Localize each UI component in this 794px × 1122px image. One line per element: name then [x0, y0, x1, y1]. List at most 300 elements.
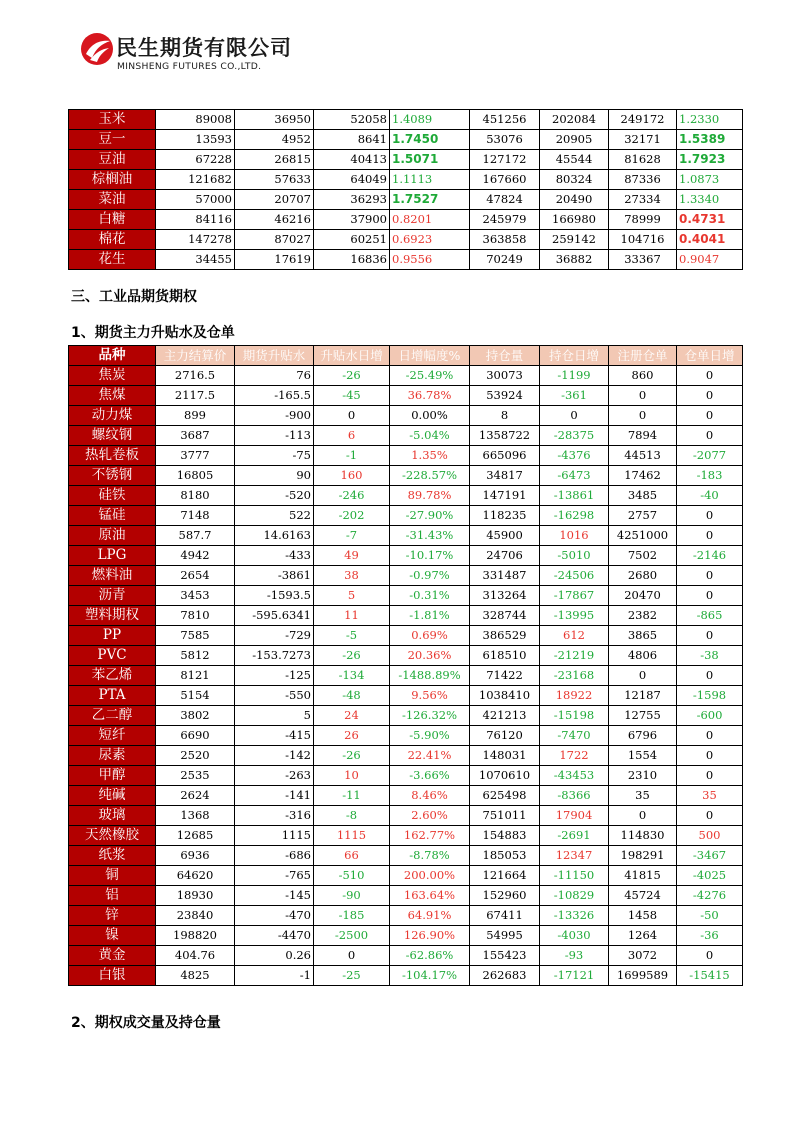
commodity-name: 苯乙烯: [69, 666, 156, 686]
warrant-change-cell: -50: [677, 906, 743, 926]
oi-change-cell: 0: [540, 406, 609, 426]
commodity-name: 菜油: [69, 190, 156, 210]
table-row: [69, 686, 743, 706]
basis-cell: -141: [235, 786, 314, 806]
pct-change-cell: 89.78%: [390, 486, 470, 506]
oi-change-cell: 1016: [540, 526, 609, 546]
table-cell: 127172: [470, 150, 540, 170]
pct-change-cell: -10.17%: [390, 546, 470, 566]
table-row: [69, 230, 743, 250]
commodity-name: 焦煤: [69, 386, 156, 406]
basis-cell: -153.7273: [235, 646, 314, 666]
warrant-cell: 7502: [609, 546, 677, 566]
open-interest-cell: 121664: [470, 866, 540, 886]
basis-change-cell: -510: [314, 866, 390, 886]
table-row: [69, 946, 743, 966]
table-cell: 13593: [156, 130, 235, 150]
column-header: 升贴水日增: [314, 346, 390, 366]
oi-change-cell: -11150: [540, 866, 609, 886]
pct-change-cell: 0.00%: [390, 406, 470, 426]
warrant-cell: 2310: [609, 766, 677, 786]
basis-cell: -729: [235, 626, 314, 646]
commodity-name: 硅铁: [69, 486, 156, 506]
warrant-change-cell: -38: [677, 646, 743, 666]
ratio-cell: 0.4731: [677, 210, 743, 230]
warrant-change-cell: -40: [677, 486, 743, 506]
oi-change-cell: -10829: [540, 886, 609, 906]
settle-price-cell: 7810: [156, 606, 235, 626]
table-cell: 249172: [609, 110, 677, 130]
settle-price-cell: 7148: [156, 506, 235, 526]
ratio-cell: 0.9047: [677, 250, 743, 270]
basis-change-cell: -202: [314, 506, 390, 526]
basis-cell: -900: [235, 406, 314, 426]
commodity-name: 玉米: [69, 110, 156, 130]
subsection-heading-options: 2、期权成交量及持仓量: [71, 1015, 221, 1031]
table-row: [69, 486, 743, 506]
warrant-change-cell: -4025: [677, 866, 743, 886]
table-row: [69, 406, 743, 426]
oi-change-cell: -13995: [540, 606, 609, 626]
basis-change-cell: -246: [314, 486, 390, 506]
commodity-name: 纸浆: [69, 846, 156, 866]
warrant-change-cell: 0: [677, 726, 743, 746]
basis-cell: -686: [235, 846, 314, 866]
open-interest-cell: 152960: [470, 886, 540, 906]
basis-change-cell: 24: [314, 706, 390, 726]
warrant-change-cell: 0: [677, 526, 743, 546]
warrant-cell: 35: [609, 786, 677, 806]
table-row: [69, 626, 743, 646]
commodity-name: 沥青: [69, 586, 156, 606]
table-cell: 89008: [156, 110, 235, 130]
table-cell: 33367: [609, 250, 677, 270]
warrant-change-cell: -36: [677, 926, 743, 946]
warrant-change-cell: 0: [677, 766, 743, 786]
basis-warehouse-table: [68, 345, 743, 986]
settle-price-cell: 1368: [156, 806, 235, 826]
table-cell: 80324: [540, 170, 609, 190]
pct-change-cell: 2.60%: [390, 806, 470, 826]
ratio-cell: 1.2330: [677, 110, 743, 130]
oi-change-cell: -17121: [540, 966, 609, 986]
settle-price-cell: 8121: [156, 666, 235, 686]
basis-change-cell: -5: [314, 626, 390, 646]
commodity-name: 玻璃: [69, 806, 156, 826]
basis-cell: -142: [235, 746, 314, 766]
basis-change-cell: 10: [314, 766, 390, 786]
table-cell: 87027: [235, 230, 314, 250]
warrant-cell: 0: [609, 806, 677, 826]
open-interest-cell: 185053: [470, 846, 540, 866]
table-header-row: [69, 346, 743, 366]
warrant-change-cell: -2077: [677, 446, 743, 466]
settle-price-cell: 2117.5: [156, 386, 235, 406]
pct-change-cell: -0.31%: [390, 586, 470, 606]
basis-cell: -113: [235, 426, 314, 446]
table-cell: 53076: [470, 130, 540, 150]
open-interest-cell: 155423: [470, 946, 540, 966]
table-row: [69, 366, 743, 386]
pct-change-cell: -1.81%: [390, 606, 470, 626]
table-row: [69, 766, 743, 786]
ratio-cell: 1.3340: [677, 190, 743, 210]
basis-cell: -415: [235, 726, 314, 746]
commodity-name: LPG: [69, 546, 156, 566]
commodity-name: 黄金: [69, 946, 156, 966]
warrant-cell: 2382: [609, 606, 677, 626]
warrant-cell: 1554: [609, 746, 677, 766]
basis-change-cell: 26: [314, 726, 390, 746]
warrant-cell: 198291: [609, 846, 677, 866]
commodity-name: 锌: [69, 906, 156, 926]
ratio-cell: 1.4089: [390, 110, 470, 130]
table-row: [69, 886, 743, 906]
open-interest-cell: 1070610: [470, 766, 540, 786]
commodity-name: 花生: [69, 250, 156, 270]
basis-cell: 0.26: [235, 946, 314, 966]
table-row: [69, 190, 743, 210]
table-cell: 67228: [156, 150, 235, 170]
column-header: 持仓量: [470, 346, 540, 366]
basis-change-cell: 1115: [314, 826, 390, 846]
table-cell: 81628: [609, 150, 677, 170]
warrant-cell: 45724: [609, 886, 677, 906]
commodity-name: 甲醇: [69, 766, 156, 786]
table-row: [69, 826, 743, 846]
basis-cell: -520: [235, 486, 314, 506]
table-row: [69, 746, 743, 766]
table-cell: 45544: [540, 150, 609, 170]
warrant-change-cell: 0: [677, 806, 743, 826]
table-cell: 8641: [314, 130, 390, 150]
table-row: [69, 386, 743, 406]
table-cell: 78999: [609, 210, 677, 230]
table-cell: 363858: [470, 230, 540, 250]
basis-cell: 522: [235, 506, 314, 526]
table-row: [69, 586, 743, 606]
warrant-cell: 3485: [609, 486, 677, 506]
commodity-name: 铜: [69, 866, 156, 886]
logo-english-name: MINSHENG FUTURES CO.,LTD.: [117, 61, 262, 72]
oi-change-cell: -5010: [540, 546, 609, 566]
warrant-change-cell: 0: [677, 406, 743, 426]
settle-price-cell: 2716.5: [156, 366, 235, 386]
basis-cell: -1593.5: [235, 586, 314, 606]
table-cell: 259142: [540, 230, 609, 250]
basis-cell: -433: [235, 546, 314, 566]
oi-change-cell: -8366: [540, 786, 609, 806]
column-header: 持仓日增: [540, 346, 609, 366]
warrant-change-cell: 0: [677, 386, 743, 406]
commodity-name: 铝: [69, 886, 156, 906]
open-interest-cell: 71422: [470, 666, 540, 686]
oi-change-cell: -4376: [540, 446, 609, 466]
open-interest-cell: 328744: [470, 606, 540, 626]
open-interest-cell: 30073: [470, 366, 540, 386]
basis-cell: -125: [235, 666, 314, 686]
warrant-change-cell: -1598: [677, 686, 743, 706]
commodity-name: 白银: [69, 966, 156, 986]
basis-change-cell: -48: [314, 686, 390, 706]
pct-change-cell: -27.90%: [390, 506, 470, 526]
commodity-name: 燃料油: [69, 566, 156, 586]
pct-change-cell: 36.78%: [390, 386, 470, 406]
settle-price-cell: 404.76: [156, 946, 235, 966]
pct-change-cell: -3.66%: [390, 766, 470, 786]
basis-cell: -550: [235, 686, 314, 706]
warrant-cell: 6796: [609, 726, 677, 746]
section-heading-industrial: 三、工业品期货期权: [71, 289, 197, 305]
commodity-name: 动力煤: [69, 406, 156, 426]
warrant-cell: 4251000: [609, 526, 677, 546]
oi-change-cell: -4030: [540, 926, 609, 946]
open-interest-cell: 148031: [470, 746, 540, 766]
warrant-change-cell: 0: [677, 666, 743, 686]
basis-change-cell: -1: [314, 446, 390, 466]
oi-change-cell: -93: [540, 946, 609, 966]
ratio-cell: 1.7450: [390, 130, 470, 150]
basis-change-cell: -11: [314, 786, 390, 806]
basis-change-cell: -26: [314, 366, 390, 386]
table-cell: 202084: [540, 110, 609, 130]
ratio-cell: 1.7923: [677, 150, 743, 170]
open-interest-cell: 665096: [470, 446, 540, 466]
table-cell: 46216: [235, 210, 314, 230]
table-row: [69, 646, 743, 666]
table-cell: 40413: [314, 150, 390, 170]
settle-price-cell: 23840: [156, 906, 235, 926]
ratio-cell: 1.7527: [390, 190, 470, 210]
basis-change-cell: -45: [314, 386, 390, 406]
minsheng-logo-icon: [80, 32, 114, 66]
commodity-name: 棉花: [69, 230, 156, 250]
table-cell: 87336: [609, 170, 677, 190]
warrant-cell: 7894: [609, 426, 677, 446]
warrant-cell: 1264: [609, 926, 677, 946]
commodity-name: 豆油: [69, 150, 156, 170]
pct-change-cell: -62.86%: [390, 946, 470, 966]
table-cell: 147278: [156, 230, 235, 250]
table-row: [69, 426, 743, 446]
open-interest-cell: 313264: [470, 586, 540, 606]
table-row: [69, 210, 743, 230]
table-cell: 4952: [235, 130, 314, 150]
table-cell: 47824: [470, 190, 540, 210]
settle-price-cell: 2624: [156, 786, 235, 806]
table-row: [69, 666, 743, 686]
table-cell: 451256: [470, 110, 540, 130]
table-cell: 70249: [470, 250, 540, 270]
pct-change-cell: 20.36%: [390, 646, 470, 666]
oi-change-cell: -13861: [540, 486, 609, 506]
pct-change-cell: -8.78%: [390, 846, 470, 866]
open-interest-cell: 618510: [470, 646, 540, 666]
basis-cell: -1: [235, 966, 314, 986]
pct-change-cell: 22.41%: [390, 746, 470, 766]
warrant-cell: 12755: [609, 706, 677, 726]
settle-price-cell: 198820: [156, 926, 235, 946]
settle-price-cell: 3802: [156, 706, 235, 726]
basis-cell: 14.6163: [235, 526, 314, 546]
open-interest-cell: 421213: [470, 706, 540, 726]
settle-price-cell: 3687: [156, 426, 235, 446]
basis-cell: 5: [235, 706, 314, 726]
warrant-change-cell: -183: [677, 466, 743, 486]
warrant-change-cell: -2146: [677, 546, 743, 566]
settle-price-cell: 16805: [156, 466, 235, 486]
open-interest-cell: 118235: [470, 506, 540, 526]
settle-price-cell: 899: [156, 406, 235, 426]
commodity-name: 乙二醇: [69, 706, 156, 726]
table-row: [69, 906, 743, 926]
commodity-name: 螺纹钢: [69, 426, 156, 446]
table-row: [69, 546, 743, 566]
basis-change-cell: 0: [314, 406, 390, 426]
oi-change-cell: -6473: [540, 466, 609, 486]
warrant-cell: 1458: [609, 906, 677, 926]
settle-price-cell: 64620: [156, 866, 235, 886]
column-header: 日增幅度%: [390, 346, 470, 366]
warrant-change-cell: -600: [677, 706, 743, 726]
pct-change-cell: -126.32%: [390, 706, 470, 726]
table-row: [69, 966, 743, 986]
settle-price-cell: 7585: [156, 626, 235, 646]
open-interest-cell: 53924: [470, 386, 540, 406]
pct-change-cell: 0.69%: [390, 626, 470, 646]
warrant-change-cell: 0: [677, 946, 743, 966]
commodity-name: 不锈钢: [69, 466, 156, 486]
oi-change-cell: -15198: [540, 706, 609, 726]
open-interest-cell: 262683: [470, 966, 540, 986]
oi-change-cell: -2691: [540, 826, 609, 846]
oi-change-cell: -16298: [540, 506, 609, 526]
column-header: 主力结算价: [156, 346, 235, 366]
basis-change-cell: -25: [314, 966, 390, 986]
pct-change-cell: -5.04%: [390, 426, 470, 446]
pct-change-cell: 126.90%: [390, 926, 470, 946]
commodity-name: 锰硅: [69, 506, 156, 526]
table-cell: 60251: [314, 230, 390, 250]
warrant-change-cell: -865: [677, 606, 743, 626]
commodity-name: PTA: [69, 686, 156, 706]
warrant-cell: 2757: [609, 506, 677, 526]
pct-change-cell: -25.49%: [390, 366, 470, 386]
warrant-change-cell: 0: [677, 366, 743, 386]
open-interest-cell: 625498: [470, 786, 540, 806]
basis-change-cell: 160: [314, 466, 390, 486]
warrant-change-cell: 0: [677, 566, 743, 586]
basis-cell: -3861: [235, 566, 314, 586]
column-header: 仓单日增: [677, 346, 743, 366]
warrant-cell: 0: [609, 666, 677, 686]
open-interest-cell: 154883: [470, 826, 540, 846]
table-row: [69, 726, 743, 746]
settle-price-cell: 8180: [156, 486, 235, 506]
table-cell: 245979: [470, 210, 540, 230]
table-cell: 20905: [540, 130, 609, 150]
basis-cell: 1115: [235, 826, 314, 846]
settle-price-cell: 6690: [156, 726, 235, 746]
commodity-name: 短纤: [69, 726, 156, 746]
ratio-cell: 1.5071: [390, 150, 470, 170]
basis-change-cell: 66: [314, 846, 390, 866]
settle-price-cell: 587.7: [156, 526, 235, 546]
basis-cell: -263: [235, 766, 314, 786]
pct-change-cell: 163.64%: [390, 886, 470, 906]
table-cell: 36950: [235, 110, 314, 130]
warrant-cell: 3072: [609, 946, 677, 966]
table-row: [69, 786, 743, 806]
warrant-change-cell: 0: [677, 626, 743, 646]
table-cell: 166980: [540, 210, 609, 230]
basis-cell: -595.6341: [235, 606, 314, 626]
warrant-cell: 12187: [609, 686, 677, 706]
table-cell: 20490: [540, 190, 609, 210]
commodity-name: 白糖: [69, 210, 156, 230]
settle-price-cell: 12685: [156, 826, 235, 846]
table-cell: 26815: [235, 150, 314, 170]
column-header: 品种: [69, 346, 156, 366]
settle-price-cell: 2520: [156, 746, 235, 766]
settle-price-cell: 3777: [156, 446, 235, 466]
table-cell: 37900: [314, 210, 390, 230]
settle-price-cell: 6936: [156, 846, 235, 866]
basis-change-cell: -8: [314, 806, 390, 826]
warrant-change-cell: 0: [677, 746, 743, 766]
table-cell: 52058: [314, 110, 390, 130]
basis-cell: 76: [235, 366, 314, 386]
oi-change-cell: 17904: [540, 806, 609, 826]
oi-change-cell: 18922: [540, 686, 609, 706]
table-row: [69, 150, 743, 170]
warrant-cell: 1699589: [609, 966, 677, 986]
warrant-cell: 860: [609, 366, 677, 386]
warrant-change-cell: 0: [677, 426, 743, 446]
subsection-heading-basis: 1、期货主力升贴水及仓单: [71, 325, 235, 341]
pct-change-cell: -228.57%: [390, 466, 470, 486]
table-cell: 36882: [540, 250, 609, 270]
open-interest-cell: 1358722: [470, 426, 540, 446]
warrant-cell: 44513: [609, 446, 677, 466]
ratio-cell: 1.1113: [390, 170, 470, 190]
warrant-change-cell: -3467: [677, 846, 743, 866]
pct-change-cell: 64.91%: [390, 906, 470, 926]
basis-change-cell: -134: [314, 666, 390, 686]
ratio-cell: 0.9556: [390, 250, 470, 270]
pct-change-cell: -1488.89%: [390, 666, 470, 686]
settle-price-cell: 3453: [156, 586, 235, 606]
warrant-cell: 2680: [609, 566, 677, 586]
pct-change-cell: 162.77%: [390, 826, 470, 846]
agri-volume-table: [68, 109, 743, 270]
table-row: [69, 926, 743, 946]
commodity-name: 镍: [69, 926, 156, 946]
warrant-cell: 114830: [609, 826, 677, 846]
basis-cell: 90: [235, 466, 314, 486]
table-row: [69, 606, 743, 626]
open-interest-cell: 34817: [470, 466, 540, 486]
basis-change-cell: -7: [314, 526, 390, 546]
basis-cell: -165.5: [235, 386, 314, 406]
warrant-cell: 0: [609, 386, 677, 406]
table-row: [69, 866, 743, 886]
table-row: [69, 526, 743, 546]
basis-change-cell: 0: [314, 946, 390, 966]
commodity-name: 焦炭: [69, 366, 156, 386]
oi-change-cell: -7470: [540, 726, 609, 746]
basis-change-cell: -90: [314, 886, 390, 906]
